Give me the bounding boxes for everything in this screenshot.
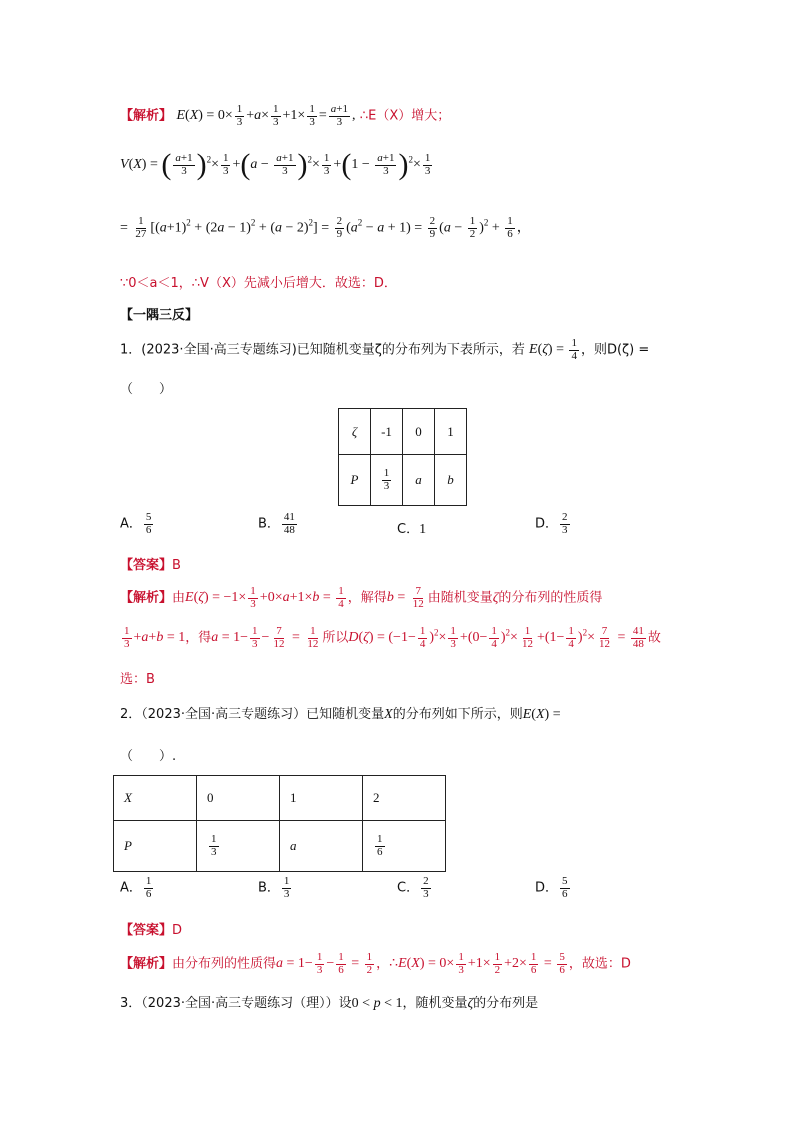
q2-distribution-table <box>113 775 446 872</box>
practice-heading: 【一隅三反】 <box>120 308 199 323</box>
table-cell: 1 <box>280 776 363 821</box>
intro-analysis-line <box>120 104 450 128</box>
q1-source: (2023·全国·高三专题练习) <box>141 342 297 358</box>
q1-ask: ，则D(ζ) = <box>580 342 650 358</box>
answer-tag: 【答案】 <box>120 923 173 938</box>
table-row <box>339 455 467 506</box>
q2-source: （2023·全国·高三专题练习） <box>141 707 307 722</box>
q1-option-b[interactable]: B． $\frac{41}{48}$ <box>258 511 295 536</box>
q2-text: 已知随机变量X的分布列如下所示，则E(X) = <box>306 707 561 722</box>
table-cell: ζ <box>339 409 371 455</box>
ex-formula: E(X) = 0× $\frac{1}{3}$ +a× $\frac{1}{3}$ +1× $\frac{1}{3}$ = $\frac{a+1}{3}$ , <box>176 103 356 128</box>
q1-option-a[interactable]: A． $\frac{5}{6}$ <box>120 511 152 536</box>
table-cell: a <box>403 455 435 506</box>
table-cell: 1 <box>435 409 467 455</box>
q1-distribution-table <box>338 408 467 506</box>
q2-option-c[interactable]: C． $\frac{2}{3}$ <box>397 875 429 900</box>
q2-option-a[interactable]: A． $\frac{1}{6}$ <box>120 875 152 900</box>
q1-answer-value: B <box>172 558 181 573</box>
q1-answer <box>120 554 181 573</box>
table-cell: X <box>114 776 197 821</box>
q3-source: （2023·全国·高三专题练习（理）） <box>141 996 339 1011</box>
analysis-tag: 【解析】 <box>120 590 173 606</box>
table-cell-fraction: $\frac{1}{3}$ <box>371 455 403 506</box>
table-cell: 0 <box>403 409 435 455</box>
q3-text: 设0 < p < 1，随机变量ζ的分布列是 <box>338 996 539 1011</box>
q1-number: 1． <box>120 342 142 358</box>
q2-analysis: 【解析】由分布列的性质得a = 1− $\frac{1}{3}$ − $\frac{1}{6}$ = $\frac{1}{2}$ ，∴E(X) = 0× $\frac{1}{3}$ +1× $\frac{1}{2}$ +2× $\frac{1}{6}$ = $\frac{5}{6}$ ，故选：D <box>120 951 631 976</box>
table-cell: b <box>435 455 467 506</box>
table-cell: 2 <box>363 776 446 821</box>
answer-tag: 【答案】 <box>120 558 173 573</box>
q1-stem <box>120 338 649 362</box>
table-cell: a <box>280 821 363 872</box>
table-row <box>339 409 467 455</box>
q2-answer <box>120 919 182 938</box>
ex-conclusion: ∴E（X）增大； <box>359 108 451 124</box>
q2-stem <box>120 703 561 723</box>
q3-number: 3． <box>120 996 142 1011</box>
q1-analysis-line2: $\frac{1}{3}$ +a+b = 1，得a = 1− $\frac{1}{3}$ − $\frac{7}{12}$ = $\frac{1}{12}$ 所以D(ζ) = (−1− $\frac{1}{4}$ )$^2$× $\frac{1}{3}$ +(0− $\frac{1}{4}$ )$^2$× $\frac{1}{12}$ +(1− $\frac{1}{4}$ )$^2$× $\frac{7}{12}$ = $\frac{41}{48}$ 故 <box>124 625 661 650</box>
intro-conclusion: ∵0＜a＜1，∴V（X）先减小后增大．故选：D． <box>120 276 397 291</box>
table-row <box>114 776 446 821</box>
table-cell-fraction: $\frac{1}{3}$ <box>197 821 280 872</box>
vx-expansion: = $\frac{1}{27}$ $[(a+1)^2 + (2a - 1)^2 + (a - 2)^2]$ = $\frac{2}{9}$ $(a^2 - a + 1)$ = $\frac{2}{9}$ (a − $\frac{1}{2}$ )$^2$ + $\frac{1}{6}$ ， <box>120 215 531 240</box>
q2-number: 2． <box>120 707 142 722</box>
table-cell: P <box>114 821 197 872</box>
analysis-tag: 【解析】 <box>120 956 173 972</box>
q1-condition: E(ζ) = $\frac{1}{4}$ <box>529 337 577 362</box>
q1-blank: （ ） <box>120 382 173 397</box>
q2-blank: （ ）. <box>120 749 177 764</box>
analysis-tag: 【解析】 <box>120 108 173 124</box>
q3-stem <box>120 992 538 1012</box>
q1-text: 已知随机变量ζ的分布列为下表所示，若 <box>296 342 525 358</box>
table-cell-fraction: $\frac{1}{6}$ <box>363 821 446 872</box>
table-cell: P <box>339 455 371 506</box>
q1-analysis-line3: 选：B <box>120 672 155 687</box>
q1-option-d[interactable]: D． $\frac{2}{3}$ <box>535 511 568 536</box>
table-cell: 0 <box>197 776 280 821</box>
q2-option-d[interactable]: D． $\frac{5}{6}$ <box>535 875 568 900</box>
q1-option-c[interactable]: C．1 <box>397 522 427 537</box>
q1-analysis-line1: 【解析】由E(ζ) = −1× $\frac{1}{3}$ +0×a+1×b = $\frac{1}{4}$ ，解得b = $\frac{7}{12}$ 由随机变量ζ的分布列的性质得 <box>120 585 603 610</box>
vx-formula: V(X) = ( $\frac{a+1}{3}$ )$^2$× $\frac{1}{3}$ +(a − $\frac{a+1}{3}$ )$^2$× $\frac{1}{3}$ +(1 − $\frac{a+1}{3}$ )$^2$× $\frac{1}{3}$ <box>120 148 431 181</box>
q2-answer-value: D <box>172 923 183 938</box>
q2-option-b[interactable]: B． $\frac{1}{3}$ <box>258 875 290 900</box>
table-row <box>114 821 446 872</box>
table-cell: -1 <box>371 409 403 455</box>
